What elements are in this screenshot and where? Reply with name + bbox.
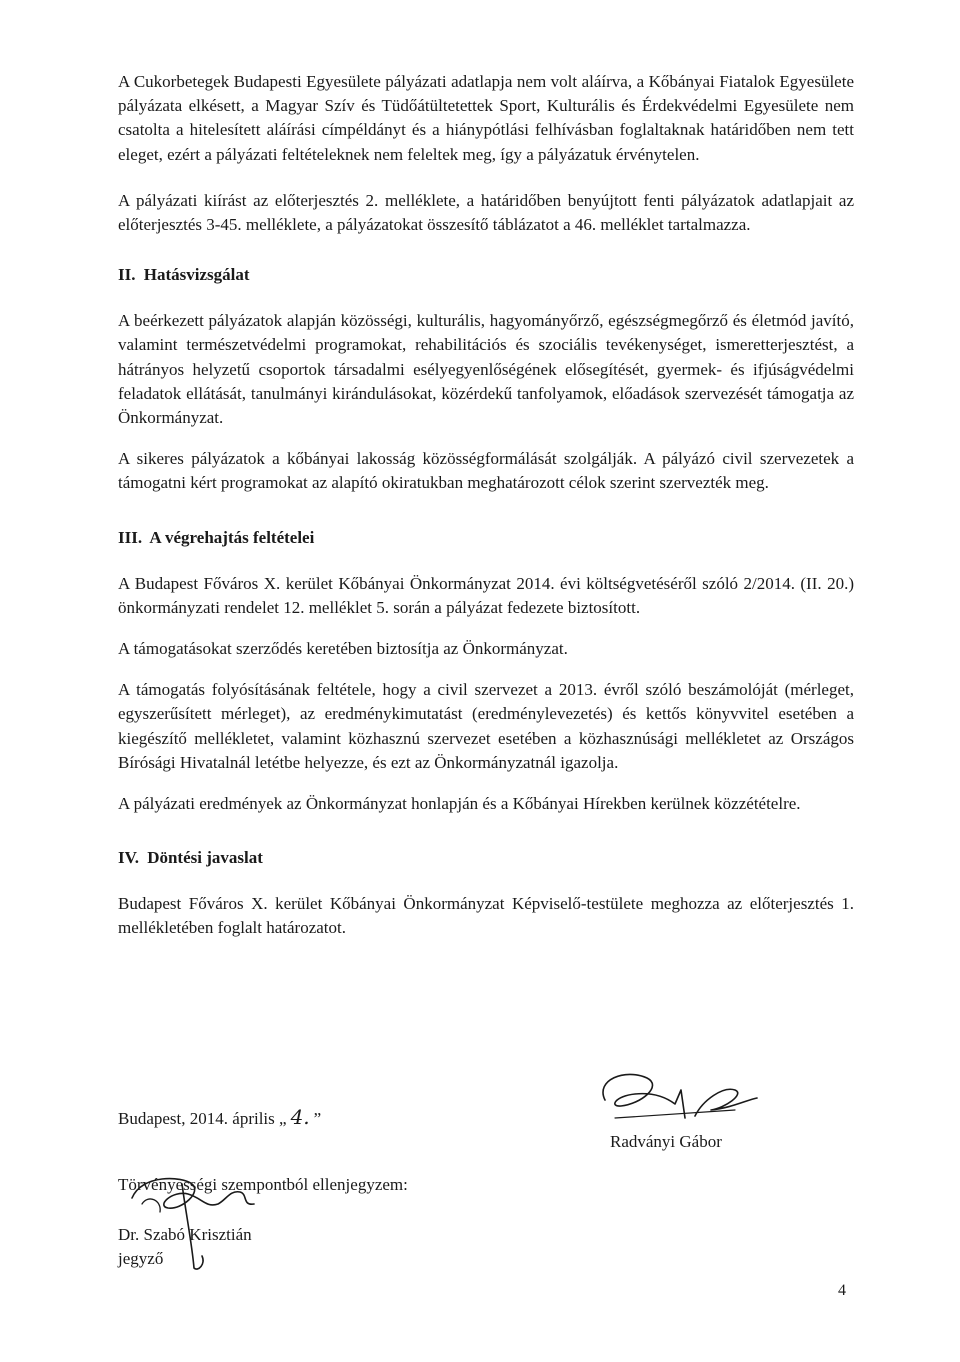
page-number: 4 bbox=[838, 1282, 846, 1299]
section-number: II. bbox=[118, 265, 136, 285]
notary-signature-scribble bbox=[122, 1164, 282, 1274]
document-body bbox=[118, 70, 854, 941]
notary-role: jegyző bbox=[118, 1249, 164, 1268]
section-title: Döntési javaslat bbox=[147, 848, 263, 868]
date-open-quote: „ bbox=[279, 1109, 287, 1128]
section-heading-impact bbox=[118, 263, 854, 287]
paragraph-impact-2: A sikeres pályázatok a kőbányai lakosság közösségformálását szolgálják. A pályázó civil szervezetek a támogatni kért programokat az alapító okiratukban meghatározott célok szerint szervezték meg. bbox=[118, 449, 854, 493]
paragraph-proposal: Budapest Főváros X. kerület Kőbányai Önkormányzat Képviselő-testülete meghozza az előterjesztés 1. mellékletében foglalt határozatot. bbox=[118, 894, 854, 938]
paragraph-annexes: A pályázati kiírást az előterjesztés 2. melléklete, a határidőben benyújtott fenti pályázatok adatlapjait az előterjesztés 3-45. melléklete, a pályázatokat összesítő táblázatot a 46. melléklet tartalmazza. bbox=[118, 190, 854, 235]
countersign-text: Törvényességi szempontból ellenjegyzem: bbox=[118, 1175, 408, 1194]
date-line bbox=[118, 1105, 321, 1131]
section-heading-proposal bbox=[118, 846, 854, 870]
section-title: A végrehajtás feltételei bbox=[149, 527, 315, 547]
section-title: Hatásvizsgálat bbox=[143, 265, 250, 285]
signer-name: Radványi Gábor bbox=[610, 1132, 722, 1151]
signature-block bbox=[0, 1090, 960, 1290]
paragraph-execution-4: A pályázati eredmények az Önkormányzat honlapján és a Kőbányai Hírekben kerülnek közzétételre. bbox=[118, 794, 801, 814]
date-prefix: Budapest, 2014. április bbox=[118, 1109, 275, 1128]
date-day-handwritten: 4. bbox=[290, 1105, 310, 1129]
paragraph-execution-2: A támogatásokat szerződés keretében biztosítja az Önkormányzat. bbox=[118, 639, 568, 659]
paragraph-execution-1: A Budapest Főváros X. kerület Kőbányai Önkormányzat 2014. évi költségvetéséről szóló 2/2014. (II. 20.) önkormányzati rendelet 12. melléklet 5. során a pályázat fedezete biztosított. bbox=[118, 573, 854, 617]
paragraph-execution-3: A támogatás folyósításának feltétele, hogy a civil szervezet a 2013. évről szóló beszámolóját (mérleget, egyszerűsített mérleget), az eredménykimutatást (eredménylevezetés) és kettős könyvvitel esetében a kiegészítő mellékletet, valamint közhasznú szervezet esetében a közhasznúsági mellékletet az Országos Bírósági Hivatalnál letétbe helyezze, és ezt az Önkormányzatnál igazolja. bbox=[118, 680, 854, 772]
date-close-quote: ” bbox=[313, 1109, 322, 1128]
section-number: IV. bbox=[118, 848, 139, 868]
section-number: III. bbox=[118, 527, 143, 547]
notary-name: Dr. Szabó Krisztián bbox=[118, 1225, 252, 1244]
paragraph-impact-1: A beérkezett pályázatok alapján közösségi, kulturális, hagyományőrző, egészségmegőrző és életmód javító, valamint természetvédelmi programokat, rehabilitációs és szociális tevékenységet, ismeretterjesztést, a hátrányos helyzetű csoportok társadalmi esélyegyenlőségének elősegítését, gyermek- és ifjúságvédelmi feladatok ellátását, tanulmányi kirándulásokat, közérdekű tanfolyamok, előadások szervezését támogatja az Önkormányzat. bbox=[118, 311, 854, 428]
mayor-signature-scribble bbox=[585, 1060, 765, 1140]
section-heading-execution bbox=[118, 526, 854, 550]
paragraph-invalid-applications: A Cukorbetegek Budapesti Egyesülete pályázati adatlapja nem volt aláírva, a Kőbányai Fiatalok Egyesülete pályázata elkésett, a Magyar Szív és Tüdőátültetettek Sport, Kulturális és Érdekvédelmi Egyesülete nem csatolta a hitelesített aláírási címpéldányt és a hiánypótlási felhívásban foglaltaknak határidőben nem tett eleget, ezért a pályázati feltételeknek nem feleltek meg, így a pályázatuk érvénytelen. bbox=[118, 72, 854, 164]
